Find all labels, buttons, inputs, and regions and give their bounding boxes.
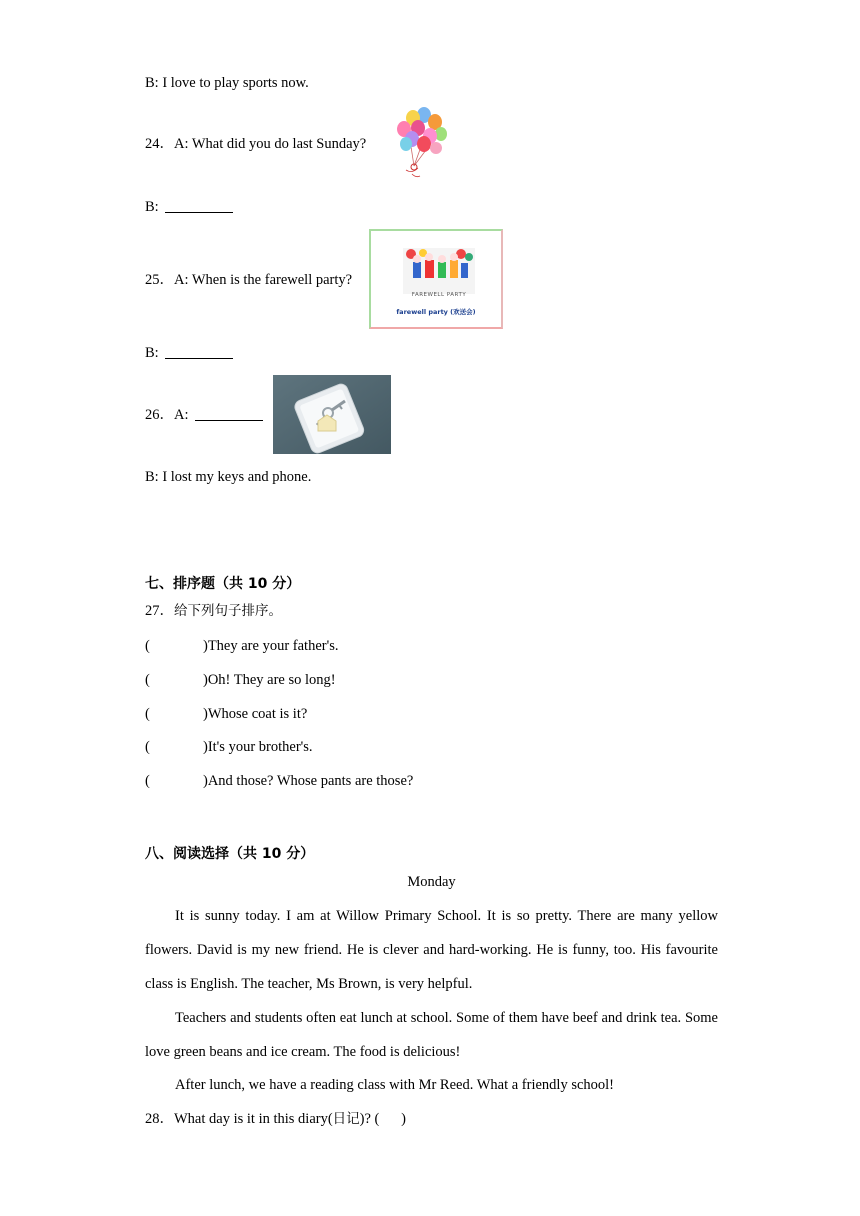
passage-title: Monday	[407, 874, 456, 890]
ordering-item-open: (	[145, 739, 150, 755]
ordering-item[interactable]	[145, 671, 336, 689]
q25-question-text: A: When is the farewell party?	[174, 272, 353, 288]
q28-question	[145, 1110, 406, 1128]
ordering-item[interactable]	[145, 637, 338, 655]
q28-question-cn: 日记	[332, 1111, 360, 1127]
q24-answer-line	[145, 198, 233, 216]
keys-phone-image	[273, 375, 391, 454]
q27-instruction: 给下列句子排序。	[174, 603, 282, 619]
ordering-item-text: )They are your father's.	[203, 638, 339, 654]
q26-question-blank[interactable]	[195, 406, 263, 421]
q25-answer-prefix: B:	[145, 345, 159, 361]
ordering-item[interactable]	[145, 772, 413, 790]
q25-answer-line	[145, 344, 233, 362]
ordering-item-open: (	[145, 672, 150, 688]
passage-paragraph-1: It is sunny today. I am at Willow Primary School. It is so pretty. There are many yellow flowers. David is my new friend. He is clever and hard-working. He is funny, too. His favourite class is English. The teacher, Ms Brown, is very helpful.	[145, 908, 718, 992]
q24-number: 24．	[145, 136, 174, 152]
q28-question-post: )? ( )	[359, 1111, 406, 1127]
q26-answer: B: I lost my keys and phone.	[145, 469, 312, 485]
q27-instruction-line	[145, 602, 282, 620]
farewell-banner-text: FAREWELL PARTY	[411, 292, 467, 298]
q24-question	[145, 135, 366, 153]
ordering-item-text: )Oh! They are so long!	[203, 672, 336, 688]
q24-answer-blank[interactable]	[165, 198, 233, 213]
q23-answer: B: I love to play sports now.	[145, 75, 309, 91]
q24-question-text: A: What did you do last Sunday?	[174, 136, 367, 152]
ordering-item[interactable]	[145, 705, 307, 723]
balloons-image	[388, 104, 452, 184]
q24-answer-prefix: B:	[145, 199, 159, 215]
q25-number: 25．	[145, 272, 174, 288]
farewell-party-image	[369, 229, 503, 329]
section8-title: 八、阅读选择（共 10 分）	[145, 846, 315, 862]
q27-number: 27．	[145, 603, 174, 619]
q28-question-pre: What day is it in this diary(	[174, 1111, 333, 1127]
q26-question-prefix: A:	[174, 407, 189, 423]
q25-question	[145, 271, 352, 289]
ordering-item[interactable]	[145, 738, 313, 756]
passage-paragraph-3: After lunch, we have a reading class with Mr Reed. What a friendly school!	[175, 1077, 615, 1093]
farewell-caption: farewell party (欢送会)	[396, 308, 476, 316]
q28-number: 28．	[145, 1111, 174, 1127]
party-cartoon-icon	[403, 248, 475, 294]
q26-question-line	[145, 406, 263, 424]
ordering-item-text: )It's your brother's.	[203, 739, 313, 755]
ordering-item-text: )And those? Whose pants are those?	[203, 773, 414, 789]
ordering-item-open: (	[145, 706, 150, 722]
q25-answer-blank[interactable]	[165, 344, 233, 359]
ordering-item-open: (	[145, 773, 150, 789]
ordering-item-text: )Whose coat is it?	[203, 706, 308, 722]
section7-title: 七、排序题（共 10 分）	[145, 576, 301, 592]
q26-number: 26．	[145, 407, 174, 423]
passage-paragraph-2: Teachers and students often eat lunch at school. Some of them have beef and drink tea. Some love green beans and ice cream. The food is delicious!	[145, 1010, 718, 1060]
ordering-item-open: (	[145, 638, 150, 654]
